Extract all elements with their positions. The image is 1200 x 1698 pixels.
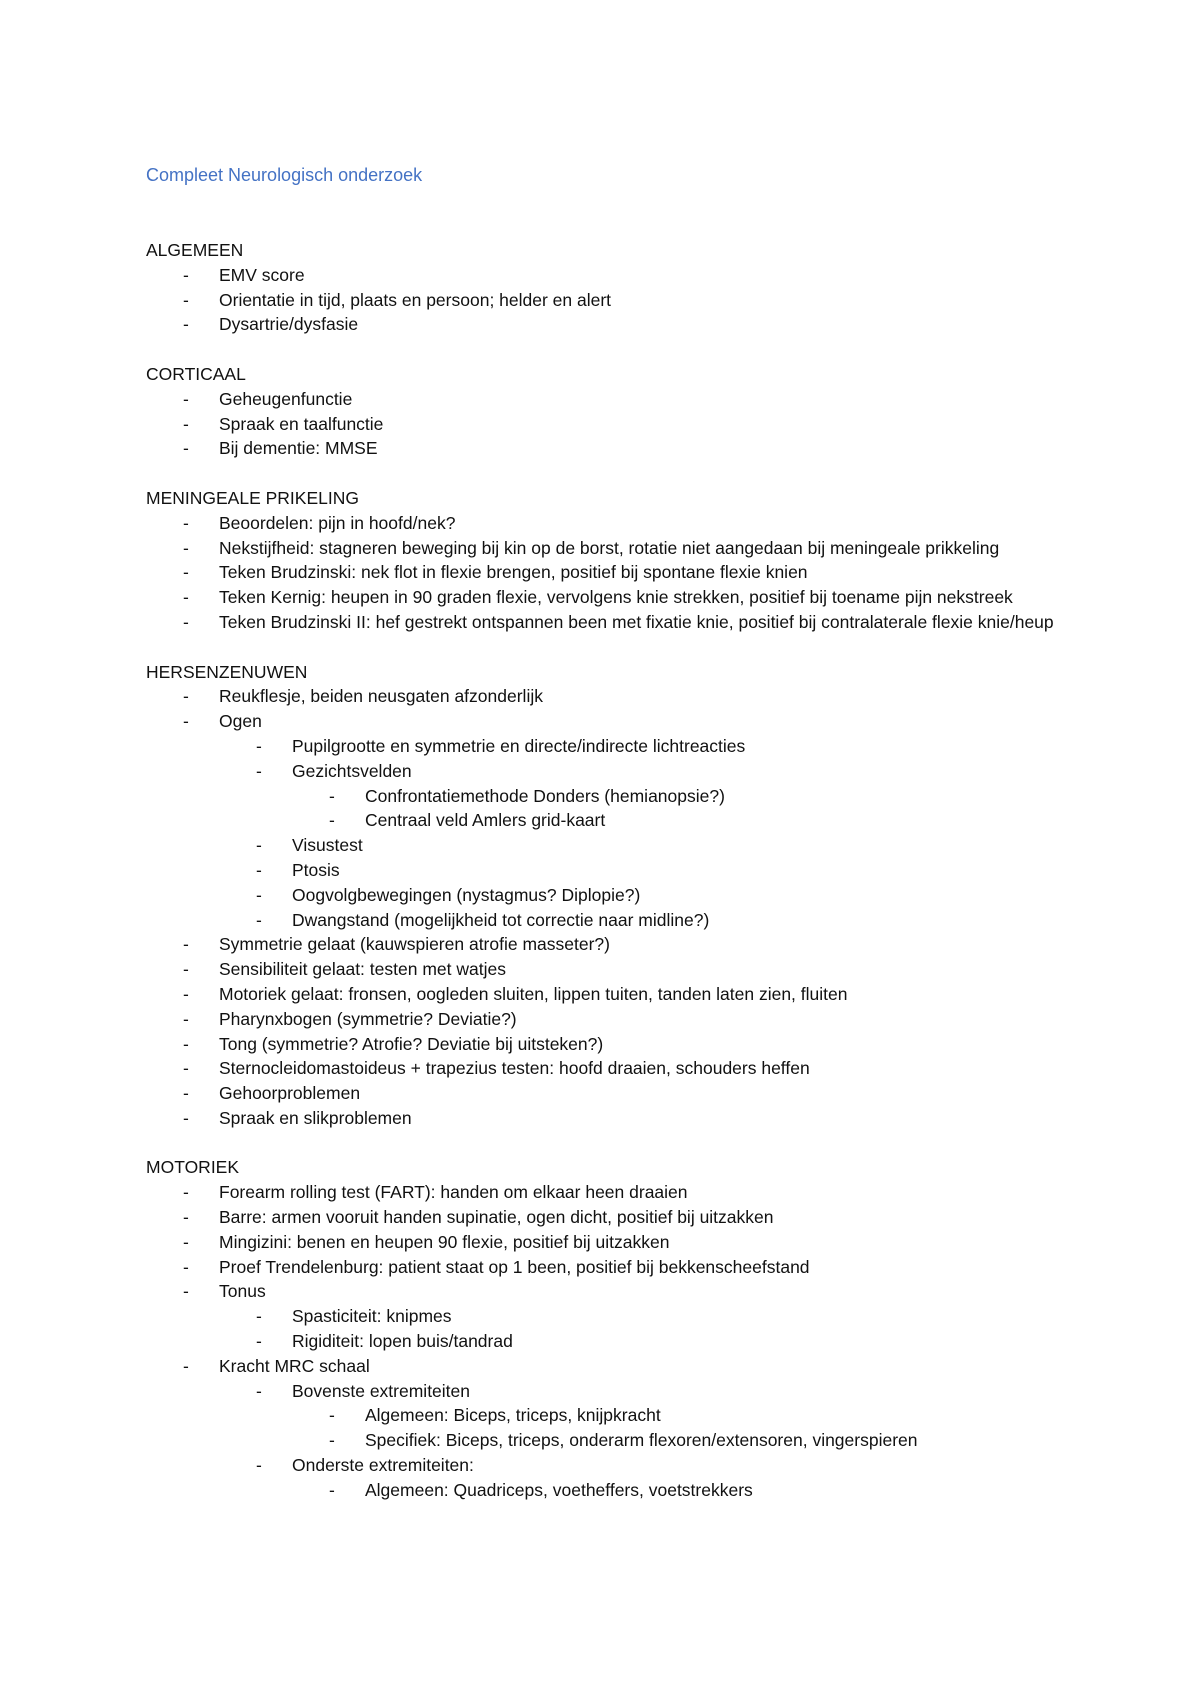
- section-heading: MOTORIEK: [146, 1157, 240, 1178]
- list-item: [146, 263, 1146, 288]
- section-algemeen: [146, 238, 1146, 337]
- list-item-text: Motoriek gelaat: fronsen, oogleden sluiten, lippen tuiten, tanden laten zien, fluiten: [219, 983, 848, 1004]
- list-item-text: Teken Kernig: heupen in 90 graden flexie, vervolgens knie strekken, positief bij toename pijn nekstreek: [219, 587, 1013, 608]
- document-body: [146, 238, 1146, 1503]
- dash-bullet: -: [183, 1107, 189, 1128]
- list-item-text: Orientatie in tijd, plaats en persoon; helder en alert: [219, 289, 612, 310]
- list-item-boven: [219, 1379, 1146, 1453]
- list-item: [219, 908, 1146, 933]
- list-item-text: Beoordelen: pijn in hoofd/nek?: [219, 512, 456, 533]
- list-item-text: Ptosis: [292, 859, 340, 880]
- bullet-list: [146, 387, 1146, 461]
- list-item-text: Teken Brudzinski: nek flot in flexie brengen, positief bij spontane flexie knien: [219, 562, 808, 583]
- list-item-text: Onderste extremiteiten:: [292, 1455, 474, 1476]
- list-item-text: Gehoorproblemen: [219, 1083, 361, 1104]
- bullet-list: [146, 263, 1146, 337]
- list-item: [146, 585, 1146, 610]
- dash-bullet: -: [183, 512, 189, 533]
- list-item-text: Oogvolgbewegingen (nystagmus? Diplopie?): [292, 884, 641, 905]
- dash-bullet: -: [183, 686, 189, 707]
- dash-bullet: -: [183, 1281, 189, 1302]
- dash-bullet: -: [183, 1033, 189, 1054]
- dash-bullet: -: [183, 1207, 189, 1228]
- list-item-text: Sternocleidomastoideus + trapezius testen: hoofd draaien, schouders heffen: [219, 1058, 810, 1079]
- dash-bullet: -: [183, 1355, 189, 1376]
- list-item-text: Spraak en slikproblemen: [219, 1107, 412, 1128]
- list-item: [146, 1205, 1146, 1230]
- list-item-kracht: [146, 1354, 1146, 1503]
- list-item: [146, 982, 1146, 1007]
- list-item-text: Visustest: [292, 835, 363, 856]
- dash-bullet: -: [183, 413, 189, 434]
- dash-bullet: -: [256, 735, 262, 756]
- dash-bullet: -: [183, 934, 189, 955]
- dash-bullet: -: [183, 1008, 189, 1029]
- dash-bullet: -: [183, 587, 189, 608]
- list-item: [146, 1081, 1146, 1106]
- list-item: [219, 734, 1146, 759]
- bullet-list: [146, 1180, 1146, 1502]
- list-item: [146, 288, 1146, 313]
- nested-bullet-list: [219, 734, 1146, 932]
- list-item-text: Pupilgrootte en symmetrie en directe/indirecte lichtreacties: [292, 735, 746, 756]
- list-item: [146, 1007, 1146, 1032]
- document-title: Compleet Neurologisch onderzoek: [146, 165, 423, 185]
- dash-bullet: -: [183, 562, 189, 583]
- list-item: [146, 1255, 1146, 1280]
- dash-bullet: -: [256, 884, 262, 905]
- list-item: [146, 436, 1146, 461]
- dash-bullet: -: [329, 810, 335, 831]
- section-heading: HERSENZENUWEN: [146, 661, 308, 682]
- list-item: [146, 1230, 1146, 1255]
- dash-bullet: -: [329, 785, 335, 806]
- dash-bullet: -: [183, 1083, 189, 1104]
- section-heading: ALGEMEEN: [146, 240, 244, 260]
- dash-bullet: -: [183, 959, 189, 980]
- dash-bullet: -: [183, 1231, 189, 1252]
- bullet-list: [146, 684, 1146, 1130]
- list-item: [146, 1180, 1146, 1205]
- list-item: [146, 932, 1146, 957]
- list-item-text: EMV score: [219, 264, 305, 285]
- dash-bullet: -: [183, 537, 189, 558]
- list-item: [292, 784, 1146, 809]
- list-item: [146, 684, 1146, 709]
- list-item-text: Rigiditeit: lopen buis/tandrad: [292, 1331, 513, 1352]
- list-item-ogen: [146, 709, 1146, 932]
- dash-bullet: -: [256, 1455, 262, 1476]
- list-item: [146, 511, 1146, 536]
- dash-bullet: -: [256, 1306, 262, 1327]
- nested-bullet-list: [292, 1403, 1146, 1453]
- list-item-text: Sensibiliteit gelaat: testen met watjes: [219, 959, 506, 980]
- section-heading: CORTICAAL: [146, 363, 246, 384]
- list-item-gezichtsvelden: [219, 759, 1146, 833]
- list-item-text: Barre: armen vooruit handen supinatie, ogen dicht, positief bij uitzakken: [219, 1207, 774, 1228]
- list-item: [146, 1032, 1146, 1057]
- dash-bullet: -: [183, 388, 189, 409]
- section-corticaal: [146, 362, 1146, 461]
- list-item: [146, 610, 1146, 635]
- section-hersenzenuwen: [146, 660, 1146, 1131]
- list-item-text: Algemeen: Biceps, triceps, knijpkracht: [365, 1405, 661, 1426]
- list-item-text: Forearm rolling test (FART): handen om elkaar heen draaien: [219, 1182, 688, 1203]
- list-item-text: Proef Trendelenburg: patient staat op 1 been, positief bij bekkenscheefstand: [219, 1256, 810, 1277]
- list-item-text: Spasticiteit: knipmes: [292, 1306, 452, 1327]
- bullet-list: [146, 511, 1146, 635]
- dash-bullet: -: [256, 1380, 262, 1401]
- dash-bullet: -: [256, 1331, 262, 1352]
- section-heading: MENINGEALE PRIKELING: [146, 487, 359, 508]
- list-item-text: Mingizini: benen en heupen 90 flexie, positief bij uitzakken: [219, 1231, 670, 1252]
- dash-bullet: -: [183, 289, 189, 310]
- list-item-text: Symmetrie gelaat (kauwspieren atrofie masseter?): [219, 934, 610, 955]
- list-item-text: Dysartrie/dysfasie: [219, 314, 359, 335]
- list-item: [219, 1304, 1146, 1329]
- list-item: [219, 1329, 1146, 1354]
- list-item-text: Gezichtsvelden: [292, 760, 412, 781]
- list-item-text: Geheugenfunctie: [219, 388, 353, 409]
- list-item: [146, 312, 1146, 337]
- list-item: [146, 957, 1146, 982]
- list-item: [292, 1478, 1146, 1503]
- list-item: [146, 560, 1146, 585]
- list-item: [292, 1403, 1146, 1428]
- list-item-text: Algemeen: Quadriceps, voetheffers, voetstrekkers: [365, 1479, 753, 1500]
- list-item: [219, 858, 1146, 883]
- list-item: [292, 808, 1146, 833]
- list-item-text: Bovenste extremiteiten: [292, 1380, 471, 1401]
- list-item-text: Tong (symmetrie? Atrofie? Deviatie bij uitsteken?): [219, 1033, 604, 1054]
- list-item: [146, 1106, 1146, 1131]
- dash-bullet: -: [183, 438, 189, 459]
- list-item-text: Confrontatiemethode Donders (hemianopsie?): [365, 785, 725, 806]
- list-item: [146, 536, 1146, 561]
- list-item-onder: [219, 1453, 1146, 1503]
- list-item: [146, 412, 1146, 437]
- list-item: [146, 1056, 1146, 1081]
- dash-bullet: -: [183, 983, 189, 1004]
- nested-bullet-list: [219, 1304, 1146, 1354]
- dash-bullet: -: [183, 1058, 189, 1079]
- list-item-text: Kracht MRC schaal: [219, 1355, 370, 1376]
- dash-bullet: -: [183, 711, 189, 732]
- list-item: [146, 387, 1146, 412]
- list-item-text: Nekstijfheid: stagneren beweging bij kin op de borst, rotatie niet aangedaan bij meningeale prikkeling: [219, 537, 1000, 558]
- list-item-text: Reukflesje, beiden neusgaten afzonderlijk: [219, 686, 543, 707]
- list-item: [292, 1428, 1146, 1453]
- list-item-text: Specifiek: Biceps, triceps, onderarm flexoren/extensoren, vingerspieren: [365, 1430, 918, 1451]
- list-item-text: Ogen: [219, 711, 262, 732]
- dash-bullet: -: [329, 1430, 335, 1451]
- dash-bullet: -: [256, 859, 262, 880]
- nested-bullet-list: [219, 1379, 1146, 1503]
- dash-bullet: -: [256, 835, 262, 856]
- list-item-tonus: [146, 1279, 1146, 1353]
- list-item: [219, 883, 1146, 908]
- dash-bullet: -: [256, 760, 262, 781]
- dash-bullet: -: [183, 1182, 189, 1203]
- list-item-text: Spraak en taalfunctie: [219, 413, 384, 434]
- dash-bullet: -: [183, 314, 189, 335]
- dash-bullet: -: [183, 264, 189, 285]
- list-item-text: Dwangstand (mogelijkheid tot correctie naar midline?): [292, 909, 710, 930]
- list-item-text: Tonus: [219, 1281, 266, 1302]
- nested-bullet-list: [292, 1478, 1146, 1503]
- dash-bullet: -: [183, 1256, 189, 1277]
- dash-bullet: -: [329, 1405, 335, 1426]
- dash-bullet: -: [329, 1479, 335, 1500]
- list-item-text: Centraal veld Amlers grid-kaart: [365, 810, 606, 831]
- section-motoriek: [146, 1155, 1146, 1502]
- section-meningeale-prikeling: [146, 486, 1146, 635]
- list-item-text: Bij dementie: MMSE: [219, 438, 378, 459]
- list-item-text: Teken Brudzinski II: hef gestrekt ontspannen been met fixatie knie, positief bij contralaterale flexie knie/heup: [219, 611, 1054, 632]
- list-item-text: Pharynxbogen (symmetrie? Deviatie?): [219, 1008, 517, 1029]
- nested-bullet-list: [292, 784, 1146, 834]
- list-item: [219, 833, 1146, 858]
- dash-bullet: -: [183, 611, 189, 632]
- dash-bullet: -: [256, 909, 262, 930]
